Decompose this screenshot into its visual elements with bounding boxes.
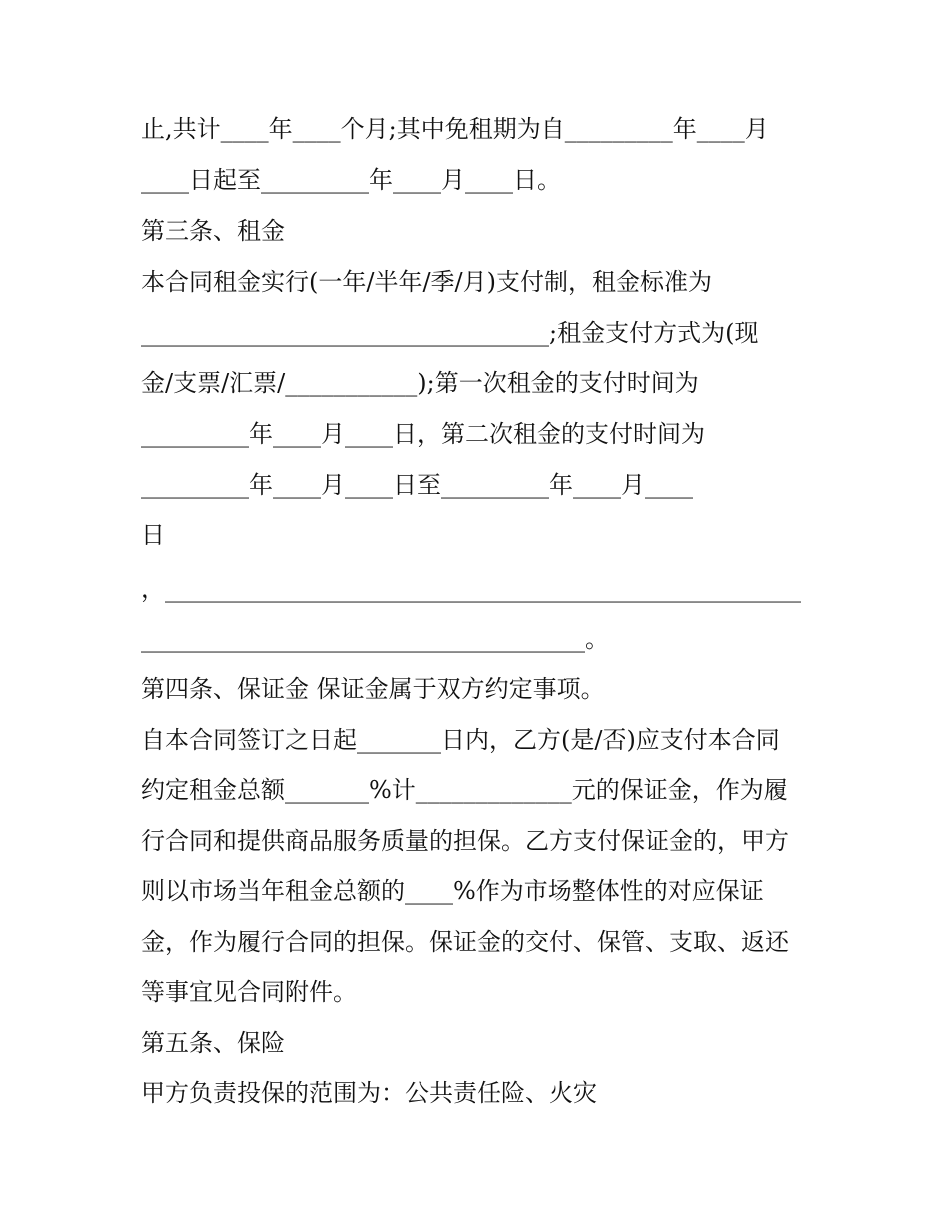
text-line-7: _________年____月____日，第二次租金的支付时间为	[141, 420, 705, 448]
section-heading-rent: 第三条、租金	[141, 217, 285, 245]
text-line-20: 甲方负责投保的范围为：公共责任险、火灾	[141, 1079, 597, 1107]
text-line-9: 日	[141, 521, 165, 549]
text-line-14: 约定租金总额_______%计_____________元的保证金，作为履	[141, 776, 788, 804]
text-line-10: ，_____________________________________________________	[141, 575, 801, 603]
text-line-1: 止,共计____年____个月;其中免租期为自_________年____月	[141, 115, 769, 143]
text-line-8: _________年____月____日至_________年____月____	[141, 471, 693, 499]
text-line-15: 行合同和提供商品服务质量的担保。乙方支付保证金的，甲方	[141, 827, 789, 855]
text-line-11: _____________________________________。	[141, 625, 609, 653]
text-line-16: 则以市场当年租金总额的____%作为市场整体性的对应保证	[141, 877, 764, 905]
text-line-2: ____日起至_________年____月____日。	[141, 166, 561, 194]
text-line-6: 金/支票/汇票/___________);第一次租金的支付时间为	[141, 369, 699, 397]
text-line-4: 本合同租金实行(一年/半年/季/月)支付制，租金标准为	[141, 268, 712, 296]
section-heading-insurance: 第五条、保险	[141, 1029, 285, 1057]
text-line-13: 自本合同签订之日起_______日内，乙方(是/否)应支付本合同	[141, 726, 780, 754]
text-line-5: __________________________________;租金支付方式为(现	[141, 319, 759, 347]
section-heading-deposit: 第四条、保证金 保证金属于双方约定事项。	[141, 675, 605, 703]
text-line-18: 等事宜见合同附件。	[141, 978, 357, 1006]
text-line-17: 金，作为履行合同的担保。保证金的交付、保管、支取、返还	[141, 928, 789, 956]
